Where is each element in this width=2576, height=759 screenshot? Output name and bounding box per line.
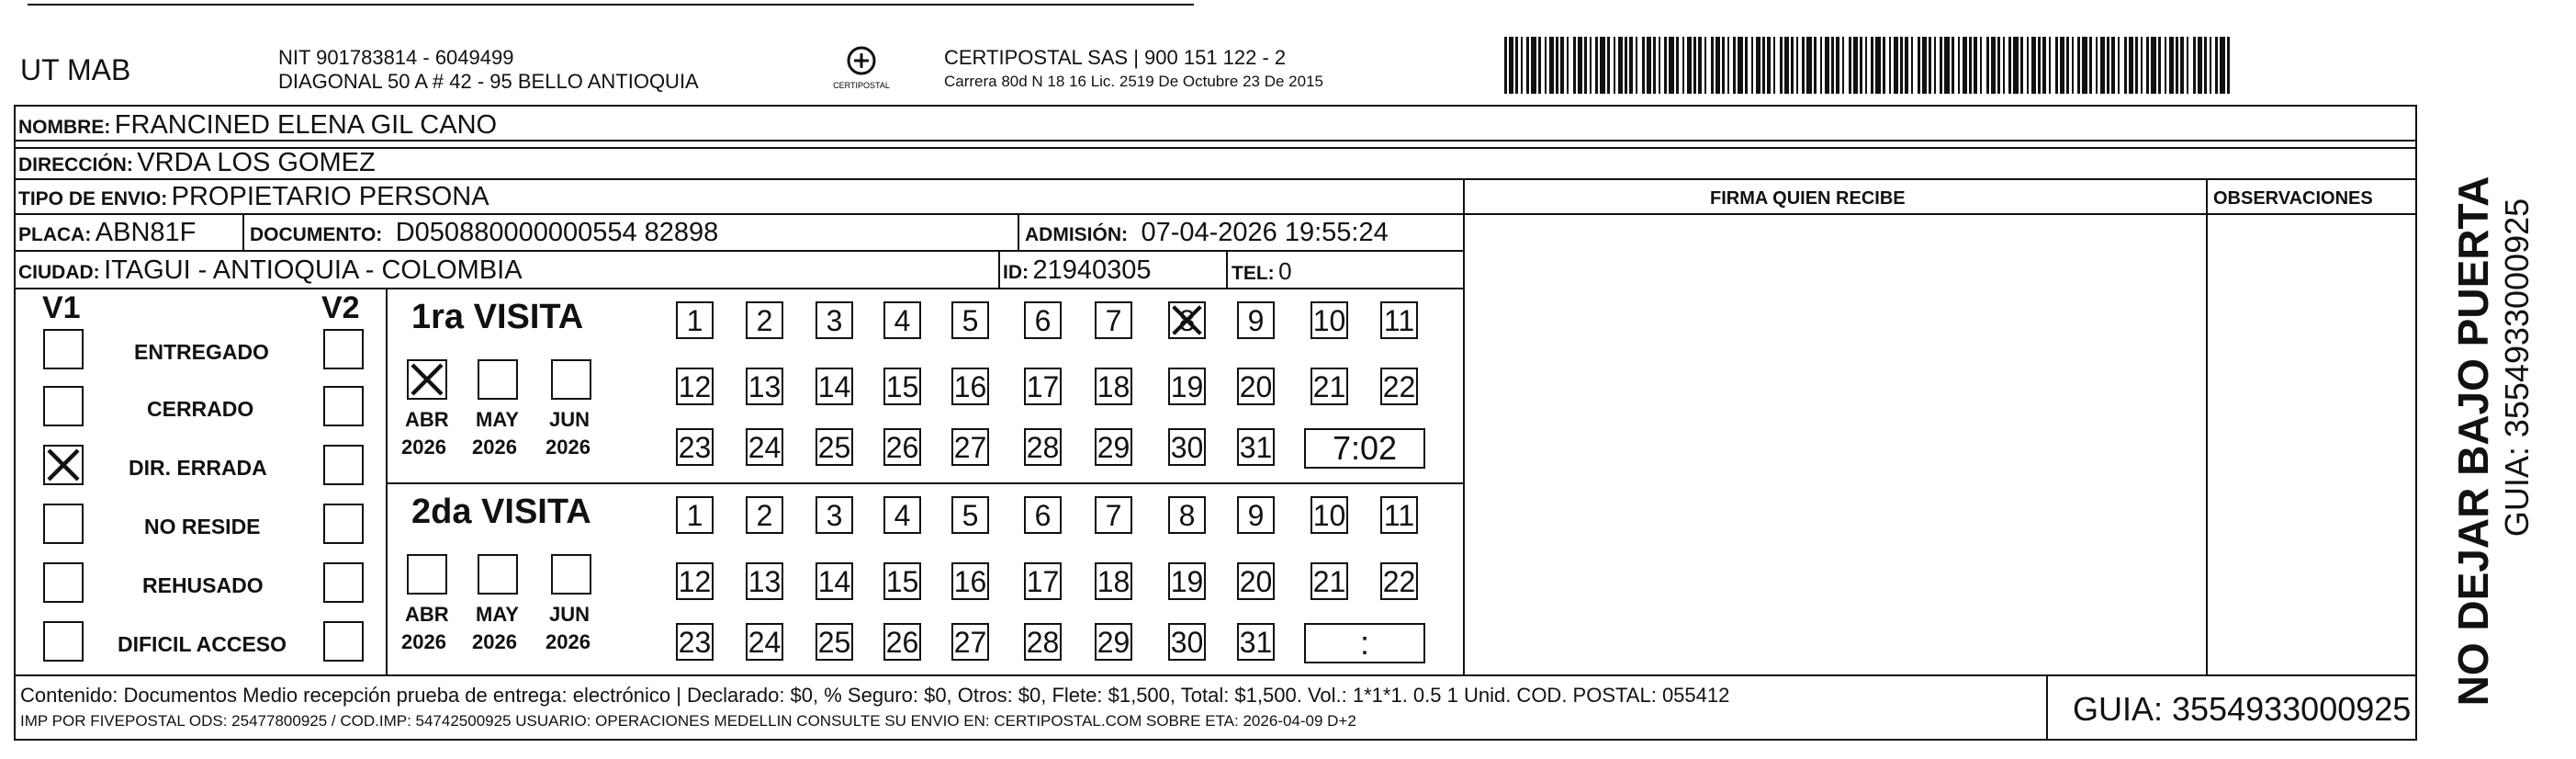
- day-box[interactable]: 8: [1168, 301, 1206, 339]
- day-box[interactable]: 12: [676, 562, 714, 600]
- footer-print-info: IMP POR FIVEPOSTAL ODS: 25477800925 / COD.IMP: 54742500925 USUARIO: OPERACIONES MEDELLIN CONSULTE SU ENVIO EN: CERTIPOSTAL.COM SOBRE ETA: 2026-04-09 D+2: [20, 712, 1356, 730]
- month-checkbox[interactable]: [551, 554, 591, 595]
- vrule-7: [1226, 250, 1228, 288]
- v2-checkbox[interactable]: [323, 562, 364, 603]
- day-box[interactable]: 5: [951, 496, 989, 534]
- day-box[interactable]: 25: [816, 623, 853, 661]
- day-box[interactable]: 26: [883, 623, 921, 661]
- nombre-value: FRANCINED ELENA GIL CANO: [114, 110, 498, 140]
- day-box[interactable]: 30: [1168, 623, 1206, 661]
- day-box[interactable]: 21: [1310, 368, 1348, 405]
- vrule-8: [2046, 674, 2048, 741]
- visit-title: 2da VISITA: [411, 493, 591, 531]
- day-box[interactable]: 15: [883, 562, 921, 600]
- day-box[interactable]: 11: [1380, 301, 1418, 339]
- day-box[interactable]: 11: [1380, 496, 1418, 534]
- rule-7: [1463, 213, 2417, 215]
- v1-header: V1: [42, 290, 81, 325]
- year-label: 2026: [546, 436, 591, 459]
- day-box[interactable]: 16: [951, 368, 989, 405]
- visit-title: 1ra VISITA: [411, 298, 584, 336]
- direccion-value: VRDA LOS GOMEZ: [137, 148, 376, 177]
- day-box[interactable]: 9: [1237, 301, 1275, 339]
- admision-row: [1025, 220, 1389, 246]
- day-box[interactable]: 18: [1095, 368, 1132, 405]
- day-box[interactable]: 4: [883, 301, 921, 339]
- nombre-label: NOMBRE:: [18, 117, 111, 138]
- month-checkbox[interactable]: [478, 359, 518, 400]
- year-label: 2026: [472, 630, 517, 653]
- status-label: DIFICIL ACCESO: [118, 632, 287, 656]
- tel-label: TEL:: [1232, 263, 1275, 284]
- day-box[interactable]: 20: [1237, 368, 1275, 405]
- day-box[interactable]: 4: [883, 496, 921, 534]
- placa-row: [18, 220, 196, 246]
- id-row: [1003, 257, 1151, 284]
- status-label: DIR. ERRADA: [129, 456, 267, 480]
- firma-header: FIRMA QUIEN RECIBE: [1710, 188, 1906, 209]
- vrule-1: [1463, 178, 1465, 674]
- carrier-license: Carrera 80d N 18 16 Lic. 2519 De Octubre 23 De 2015: [944, 73, 1323, 90]
- day-box[interactable]: 22: [1380, 368, 1418, 405]
- status-label: ENTREGADO: [134, 340, 269, 364]
- visit-time[interactable]: 7:02: [1304, 428, 1425, 469]
- side-guia: GUIA: 3554933000925: [2498, 198, 2536, 538]
- tel-value: 0: [1278, 257, 1292, 285]
- month-label: MAY: [476, 408, 519, 431]
- day-box[interactable]: 30: [1168, 428, 1206, 466]
- day-box[interactable]: 31: [1237, 623, 1275, 661]
- v2-checkbox[interactable]: [323, 621, 364, 662]
- day-box[interactable]: 13: [746, 368, 783, 405]
- day-box[interactable]: 31: [1237, 428, 1275, 466]
- vrule-6: [998, 250, 1000, 288]
- day-box[interactable]: 15: [883, 368, 921, 405]
- footer-guia: GUIA: 3554933000925: [2073, 690, 2412, 728]
- day-box[interactable]: 17: [1024, 368, 1062, 405]
- day-box[interactable]: 6: [1024, 496, 1062, 534]
- year-label: 2026: [401, 436, 446, 459]
- day-box[interactable]: 14: [816, 368, 853, 405]
- status-label: NO RESIDE: [144, 515, 261, 538]
- v2-checkbox[interactable]: [323, 445, 364, 485]
- day-box[interactable]: 10: [1310, 301, 1348, 339]
- day-box[interactable]: 29: [1095, 428, 1132, 466]
- direccion-label: DIRECCIÓN:: [18, 154, 133, 176]
- day-box[interactable]: 5: [951, 301, 989, 339]
- rule-5: [14, 250, 1463, 252]
- day-box[interactable]: 1: [676, 496, 714, 534]
- day-box[interactable]: 16: [951, 562, 989, 600]
- nombre-row: [18, 112, 497, 139]
- year-label: 2026: [401, 630, 446, 653]
- day-box[interactable]: 7: [1095, 496, 1132, 534]
- vrule-4: [242, 213, 244, 250]
- ciudad-label: CIUDAD:: [18, 262, 100, 283]
- month-label: MAY: [476, 603, 519, 626]
- year-label: 2026: [546, 630, 591, 653]
- v1-checkbox[interactable]: [43, 562, 84, 603]
- day-box[interactable]: 14: [816, 562, 853, 600]
- day-box[interactable]: 24: [746, 623, 783, 661]
- no-dejar-bajo-puerta: NO DEJAR BAJO PUERTA: [2449, 176, 2497, 707]
- day-box[interactable]: 19: [1168, 368, 1206, 405]
- admision-value: 07-04-2026 19:55:24: [1141, 218, 1389, 247]
- day-box[interactable]: 26: [883, 428, 921, 466]
- vrule-2: [2206, 178, 2208, 674]
- rule-8: [386, 482, 1463, 484]
- day-box[interactable]: 2: [746, 496, 783, 534]
- day-box[interactable]: 12: [676, 368, 714, 405]
- tipo-row: [18, 184, 489, 210]
- day-box[interactable]: 28: [1024, 623, 1062, 661]
- day-box[interactable]: 23: [676, 428, 714, 466]
- v2-checkbox[interactable]: [323, 504, 364, 544]
- day-box[interactable]: 22: [1380, 562, 1418, 600]
- placa-value: ABN81F: [95, 218, 197, 247]
- admision-label: ADMISIÓN:: [1025, 224, 1128, 245]
- top-rule: [28, 4, 1194, 6]
- documento-label: DOCUMENTO:: [250, 224, 383, 245]
- year-label: 2026: [472, 436, 517, 459]
- day-box[interactable]: 29: [1095, 623, 1132, 661]
- month-label: ABR: [405, 603, 449, 626]
- company-name: UT MAB: [20, 53, 131, 86]
- day-box[interactable]: 25: [816, 428, 853, 466]
- month-checkbox[interactable]: [551, 359, 591, 400]
- day-box[interactable]: 8: [1168, 496, 1206, 534]
- certipostal-logo: [825, 44, 898, 97]
- vrule-5: [1018, 213, 1019, 250]
- v1-checkbox[interactable]: [43, 445, 84, 485]
- month-label: JUN: [549, 408, 591, 431]
- documento-row: [250, 220, 718, 246]
- day-box[interactable]: 7: [1095, 301, 1132, 339]
- day-box[interactable]: 19: [1168, 562, 1206, 600]
- visit-time[interactable]: :: [1304, 623, 1425, 663]
- day-box[interactable]: 27: [951, 428, 989, 466]
- tipo-label: TIPO DE ENVIO:: [18, 188, 168, 210]
- month-checkbox[interactable]: [478, 554, 518, 595]
- id-value: 21940305: [1032, 255, 1152, 285]
- day-box[interactable]: 1: [676, 301, 714, 339]
- barcode: [1504, 37, 2234, 94]
- documento-value: D050880000000554 82898: [395, 218, 719, 247]
- day-box[interactable]: 13: [746, 562, 783, 600]
- day-box[interactable]: 28: [1024, 428, 1062, 466]
- rule-3: [14, 178, 2417, 180]
- company-address: DIAGONAL 50 A # 42 - 95 BELLO ANTIOQUIA: [278, 70, 699, 93]
- direccion-row: [18, 150, 376, 176]
- day-box[interactable]: 23: [676, 623, 714, 661]
- month-checkbox[interactable]: [407, 359, 447, 400]
- id-label: ID:: [1003, 262, 1029, 283]
- day-box[interactable]: 6: [1024, 301, 1062, 339]
- logo-text: CERTIPOSTAL: [833, 81, 890, 90]
- v1-checkbox[interactable]: [43, 386, 84, 426]
- day-box[interactable]: 2: [746, 301, 783, 339]
- v1-checkbox[interactable]: [43, 504, 84, 544]
- rule-1: [14, 140, 2417, 142]
- day-box[interactable]: 3: [816, 301, 853, 339]
- v2-checkbox[interactable]: [323, 386, 364, 426]
- rule-6: [14, 288, 1463, 289]
- month-checkbox[interactable]: [407, 554, 447, 595]
- day-box[interactable]: 9: [1237, 496, 1275, 534]
- status-label: REHUSADO: [142, 573, 264, 597]
- month-label: JUN: [549, 603, 591, 626]
- month-label: ABR: [405, 408, 449, 431]
- status-label: CERRADO: [147, 397, 254, 421]
- v2-checkbox[interactable]: [323, 329, 364, 369]
- day-box[interactable]: 17: [1024, 562, 1062, 600]
- v1-checkbox[interactable]: [43, 329, 84, 369]
- ciudad-value: ITAGUI - ANTIOQUIA - COLOMBIA: [104, 255, 523, 285]
- carrier-name: CERTIPOSTAL SAS | 900 151 122 - 2: [944, 46, 1287, 69]
- tel-row: [1232, 259, 1292, 283]
- observaciones-header: OBSERVACIONES: [2213, 188, 2373, 209]
- day-box[interactable]: 3: [816, 496, 853, 534]
- v2-header: V2: [321, 290, 360, 325]
- ciudad-row: [18, 257, 523, 284]
- placa-label: PLACA:: [18, 224, 92, 245]
- day-box[interactable]: 27: [951, 623, 989, 661]
- day-box[interactable]: 21: [1310, 562, 1348, 600]
- day-box[interactable]: 10: [1310, 496, 1348, 534]
- day-box[interactable]: 20: [1237, 562, 1275, 600]
- v1-checkbox[interactable]: [43, 621, 84, 662]
- tipo-value: PROPIETARIO PERSONA: [171, 182, 489, 211]
- company-nit: NIT 901783814 - 6049499: [278, 46, 514, 69]
- vrule-3: [386, 288, 388, 674]
- rule-9: [14, 674, 2417, 676]
- day-box[interactable]: 24: [746, 428, 783, 466]
- footer-content: Contenido: Documentos Medio recepción prueba de entrega: electrónico | Declarado: $0, % Seguro: $0, Otros: $0, Flete: $1,500, Total: $1,500. Vol.: 1*1*1. 0.5 1 Unid. COD. POSTAL: 055412: [20, 684, 1730, 707]
- day-box[interactable]: 18: [1095, 562, 1132, 600]
